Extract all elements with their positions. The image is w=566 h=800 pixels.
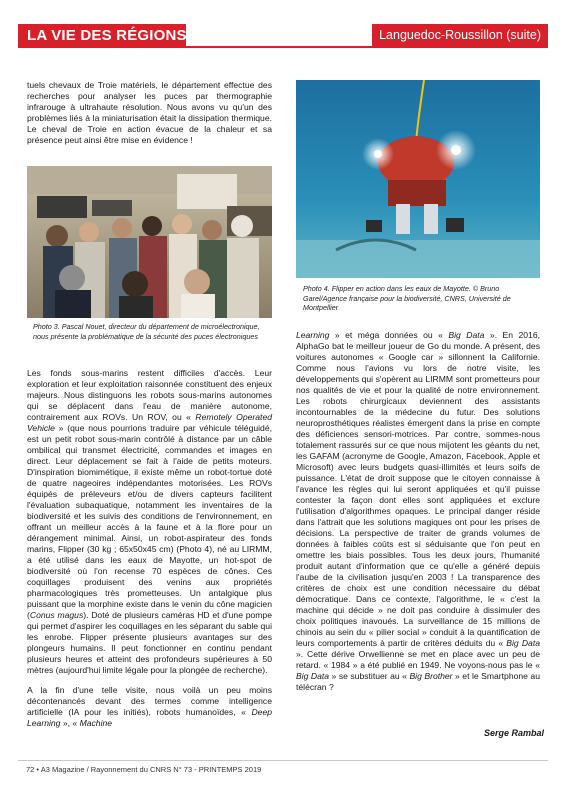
photo4-caption: Photo 4. Flipper en action dans les eaux de Mayotte. © Bruno Garel/Agence française pour la biodiversité, CNRS, Université de Montpellier bbox=[303, 284, 511, 312]
text-run-italic: Big Brother bbox=[409, 671, 453, 681]
text-run: », « bbox=[60, 718, 80, 728]
section-title: LA VIE DES RÉGIONS bbox=[27, 27, 187, 44]
flipper-underwater-image bbox=[296, 80, 540, 278]
text-run-italic: Big Data bbox=[296, 671, 330, 681]
text-run: » (que nous pourrions traduire par véhicule téléguidé, est un petit robot sous-marin contrôlé à distance par un câble ombilical qui transmet électricité, commandes et images en direct. Leur déplacement se fait à l'aide de petits moteurs. D'inspiration biomimétique, il existe même un robot-tortue doté de quatre nageoires indépendantes motorisées. Les ROVs équipés de préleveurs et/ou de divers capteurs facilitent l'évaluation subaquatique, notamment les inventaires de la biodiversité et les suivis des conditions de l'environnement, en offrant un meilleur accès à la faune et à la flore pour un dérangement minimal. Ainsi, un robot-aspirateur des fonds marins, Flipper (30 kg ; 65x50x45 cm) (Photo 4), né au LIRMM, a été utilisé dans les eaux de Mayotte, un hot-spot de biodiversité où l'on recense 70 espèces de cônes. Ces coquillages produisent des venins aux propriétés pharmacologiques très prometteuses. Un antalgique plus puissant que la morphine existe dans le venin du cône magicien ( bbox=[27, 423, 272, 620]
region-title: Languedoc-Roussillon (suite) bbox=[379, 28, 541, 42]
paragraph-underwater bbox=[27, 368, 272, 676]
text-run: » et méga données ou « bbox=[329, 330, 449, 340]
text-run: » et le Smartphone au télécran ? bbox=[296, 671, 540, 692]
text-run: ). Doté de plusieurs caméras HD et d'une pompe qui permet d'aspirer les coquillages en les séparant du sable qui les enrobe. Flipper présente plusieurs avantages sur des plongeurs humains. Il peut fonctionner en continu pendant plusieurs heures et atteint des profondeurs supérieures à 50 mètres (aujourd'hui limite légale pour la plongée de recherche). bbox=[27, 610, 272, 675]
paragraph-conclusion-start bbox=[27, 685, 272, 729]
region-banner bbox=[372, 24, 548, 48]
text-run-italic: Big Data bbox=[506, 638, 540, 648]
text-run: ». En 2016, AlphaGo bat le meilleur joueur de Go du monde. A présent, des voitures autonomes « Google car » sillonnent la Californie. Comme nous l'avions vu lors de notre visite, les développements qui s'opèrent au LIRMM sont prometteurs pour nos qualités de vie et pour la qualité de notre environnement. Les robots chirurgicaux deviennent des assistants incontournables de la médecine du futur. Des solutions neuroprosthétiques réalistes émergent dans la prise en compte des déficiences sensori-motrices. Par contre, sommes-nous totalement rassurés sur ce que nous mijotent les géants du net, les GAFAM (acronyme de Google, Amazon, Facebook, Apple et Microsoft) avec leurs budgets quasi-illimités et leurs soifs de puissance. L'état de droit suppose que le citoyen connaisse à l'avance les règles qui lui seront appliquées et qu'il puisse contester la façon dont elles sont appliquées et exclure l'utilisation d'algorithmes opaques. Le principal danger réside dans l'attrait que les solutions magiques ont pour les prises de décisions. La perspective de traiter de grands volumes de données à faibles coûts est si séduisante que l'on peut en omettre les biais possibles. Tous les deux jours, l'humanité produit autant d'information que ce qu'elle a généré depuis l'aube de la civilisation jusqu'en 2003 ! La transparence des critères de choix est une condition nécessaire du débat démocratique. Dans ce contexte, l'algorithme, le « c'est la machine qui décide » ne doit pas conduire à dissimuler des choix politiques inavoués. La surveillance de 15 millions de chinois au sein du « pilier social » conduit à la quantification de leurs comportements à partir de critères déduits du « bbox=[296, 330, 540, 648]
text-run: » se substituer au « bbox=[329, 671, 410, 681]
text-run: Les fonds sous-marins restent difficiles d'accès. Leur exploration et leur exploitation raisonnée constituent des enjeux majeurs. Nous distinguons les robots sous-marins autonomes qui se déplacent dans l'eau de manière autonome, contrairement aux ROVs. Un ROV, ou « bbox=[27, 368, 272, 422]
paragraph-ai bbox=[296, 330, 540, 693]
lab-visit-image bbox=[27, 166, 272, 318]
text-run: ». Cette dérive Orwellienne se met en place avec un peu de retard. « 1984 » a été publié en 1949. Ne voyons-nous pas le « bbox=[296, 649, 540, 670]
right-column-text bbox=[296, 330, 540, 702]
page-footer: 72 • A3 Magazine / Rayonnement du CNRS N° 73 - PRINTEMPS 2019 bbox=[26, 765, 262, 774]
section-banner bbox=[18, 24, 186, 48]
photo3-caption: Photo 3. Pascal Nouet, directeur du département de microélectronique, nous présente la problématique de la sécurité des puces électroniques bbox=[33, 322, 260, 341]
photo-flipper-robot bbox=[296, 80, 540, 278]
photo-lab-visit bbox=[27, 166, 272, 318]
author-signature: Serge Rambal bbox=[484, 728, 545, 738]
text-run-italic: Machine bbox=[79, 718, 113, 728]
text-run-italic: Remotely Operated Vehicle bbox=[27, 412, 273, 433]
paragraph-intro: tuels chevaux de Troie matériels, le département effectue des recherches pour analyser les puces par thermographie infrarouge à ultrahaute résolution. Nous avons vu qu'un des problèmes liés à la miniaturisation était la dissipation thermique. Le cheval de Troie en action évacue de la chaleur et sa présence peut ainsi être mise en évidence ! bbox=[27, 80, 272, 145]
text-run: A la fin d'une telle visite, nous voilà un peu moins décontenancés devant des termes comme intelligence artificielle (IA pour les initiés), robots humanoïdes, « bbox=[27, 685, 272, 717]
footer-rule bbox=[18, 760, 548, 761]
text-run-italic: Learning bbox=[296, 330, 330, 340]
left-column-top bbox=[27, 80, 272, 155]
text-run-italic: Deep Learning bbox=[27, 707, 272, 728]
text-run-italic: Conus magus bbox=[29, 610, 84, 620]
text-run-italic: Big Data bbox=[448, 330, 485, 340]
left-column-main bbox=[27, 368, 272, 738]
